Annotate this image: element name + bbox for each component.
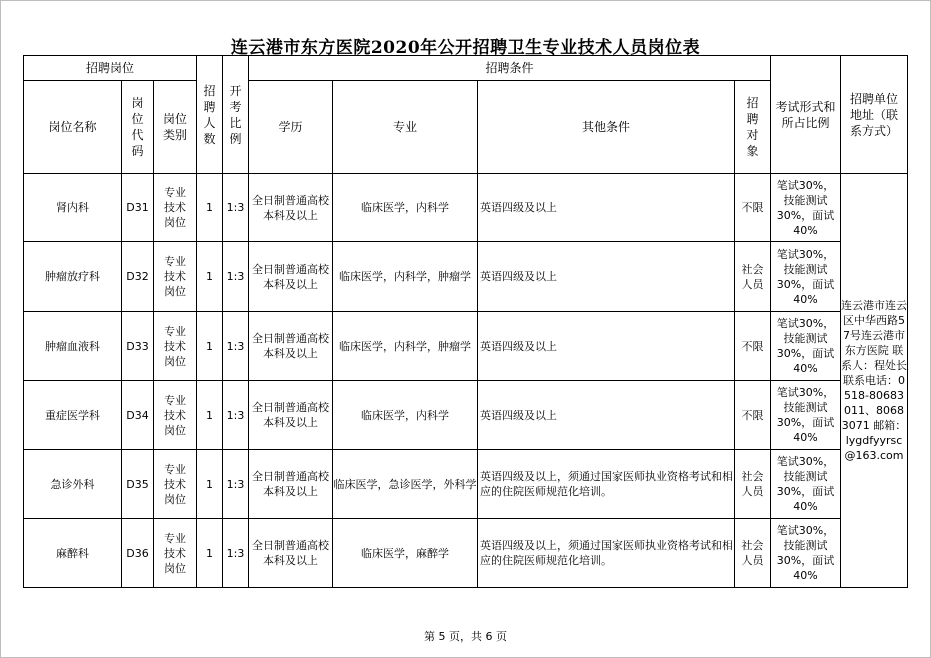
table-row [24,519,908,588]
education-requirement: 全日制普通高校本科及以上 [249,312,333,381]
education-requirement: 全日制普通高校本科及以上 [249,450,333,519]
major-requirement: 临床医学，麻醉学 [333,519,478,588]
other-requirement: 英语四级及以上 [478,381,735,450]
header-exam: 考试形式和所占比例 [771,56,841,174]
hire-count: 1 [197,381,223,450]
position-name: 急诊外科 [24,450,122,519]
position-category: 专业技术岗位 [154,450,197,519]
page-footer: 第 5 页，共 6 页 [424,630,507,643]
position-category: 专业技术岗位 [154,312,197,381]
other-requirement: 英语四级及以上 [478,242,735,312]
header-other: 其他条件 [478,81,735,174]
exam-format: 笔试30%，技能测试30%，面试40% [771,381,841,450]
other-requirement: 英语四级及以上，须通过国家医师执业资格考试和相应的住院医师规范化培训。 [478,450,735,519]
exam-ratio: 1:3 [223,519,249,588]
hire-target: 社会人员 [735,450,771,519]
hire-count: 1 [197,312,223,381]
position-name: 肾内科 [24,174,122,242]
position-name: 肿瘤血液科 [24,312,122,381]
hire-target: 社会人员 [735,242,771,312]
position-name: 重症医学科 [24,381,122,450]
hire-count: 1 [197,450,223,519]
exam-ratio: 1:3 [223,450,249,519]
header-group-conditions: 招聘条件 [249,56,771,81]
hire-target: 社会人员 [735,519,771,588]
position-code: D32 [122,242,154,312]
exam-format: 笔试30%，技能测试30%，面试40% [771,519,841,588]
header-group-position: 招聘岗位 [24,56,197,81]
exam-ratio: 1:3 [223,312,249,381]
table-row [24,381,908,450]
header-category: 岗位类别 [154,81,197,174]
document-title: 连云港市东方医院2020年公开招聘卫生专业技术人员岗位表 [230,38,701,58]
other-requirement: 英语四级及以上，须通过国家医师执业资格考试和相应的住院医师规范化培训。 [478,519,735,588]
hire-target: 不限 [735,174,771,242]
position-code: D35 [122,450,154,519]
header-major: 专业 [333,81,478,174]
header-ratio: 开考比例 [223,56,249,174]
position-code: D34 [122,381,154,450]
education-requirement: 全日制普通高校本科及以上 [249,174,333,242]
table-row [24,450,908,519]
position-name: 麻醉科 [24,519,122,588]
header-target: 招聘对象 [735,81,771,174]
unit-contact: 连云港市连云区中华西路57号连云港市东方医院 联系人：程处长 联系电话：0518-80683011、80683071 邮箱：lygdfyyrsc@163.com [841,174,908,588]
position-category: 专业技术岗位 [154,174,197,242]
table-row [24,312,908,381]
hire-target: 不限 [735,312,771,381]
major-requirement: 临床医学，内科学 [333,381,478,450]
header-code: 岗位代码 [122,81,154,174]
exam-format: 笔试30%，技能测试30%，面试40% [771,312,841,381]
exam-format: 笔试30%，技能测试30%，面试40% [771,450,841,519]
major-requirement: 临床医学，内科学，肿瘤学 [333,312,478,381]
position-category: 专业技术岗位 [154,381,197,450]
position-code: D33 [122,312,154,381]
header-unit: 招聘单位地址（联系方式） [841,56,908,174]
hire-target: 不限 [735,381,771,450]
header-count: 招聘人数 [197,56,223,174]
exam-format: 笔试30%，技能测试30%，面试40% [771,242,841,312]
other-requirement: 英语四级及以上 [478,174,735,242]
header-name: 岗位名称 [24,81,122,174]
exam-ratio: 1:3 [223,242,249,312]
major-requirement: 临床医学，急诊医学，外科学 [333,450,478,519]
position-category: 专业技术岗位 [154,519,197,588]
position-name: 肿瘤放疗科 [24,242,122,312]
positions-table [23,55,908,588]
hire-count: 1 [197,174,223,242]
other-requirement: 英语四级及以上 [478,312,735,381]
major-requirement: 临床医学，内科学 [333,174,478,242]
major-requirement: 临床医学，内科学，肿瘤学 [333,242,478,312]
position-code: D36 [122,519,154,588]
exam-ratio: 1:3 [223,174,249,242]
exam-ratio: 1:3 [223,381,249,450]
education-requirement: 全日制普通高校本科及以上 [249,381,333,450]
table-row [24,242,908,312]
table-row [24,174,908,242]
position-code: D31 [122,174,154,242]
exam-format: 笔试30%，技能测试30%，面试40% [771,174,841,242]
position-category: 专业技术岗位 [154,242,197,312]
education-requirement: 全日制普通高校本科及以上 [249,519,333,588]
hire-count: 1 [197,519,223,588]
header-education: 学历 [249,81,333,174]
education-requirement: 全日制普通高校本科及以上 [249,242,333,312]
hire-count: 1 [197,242,223,312]
